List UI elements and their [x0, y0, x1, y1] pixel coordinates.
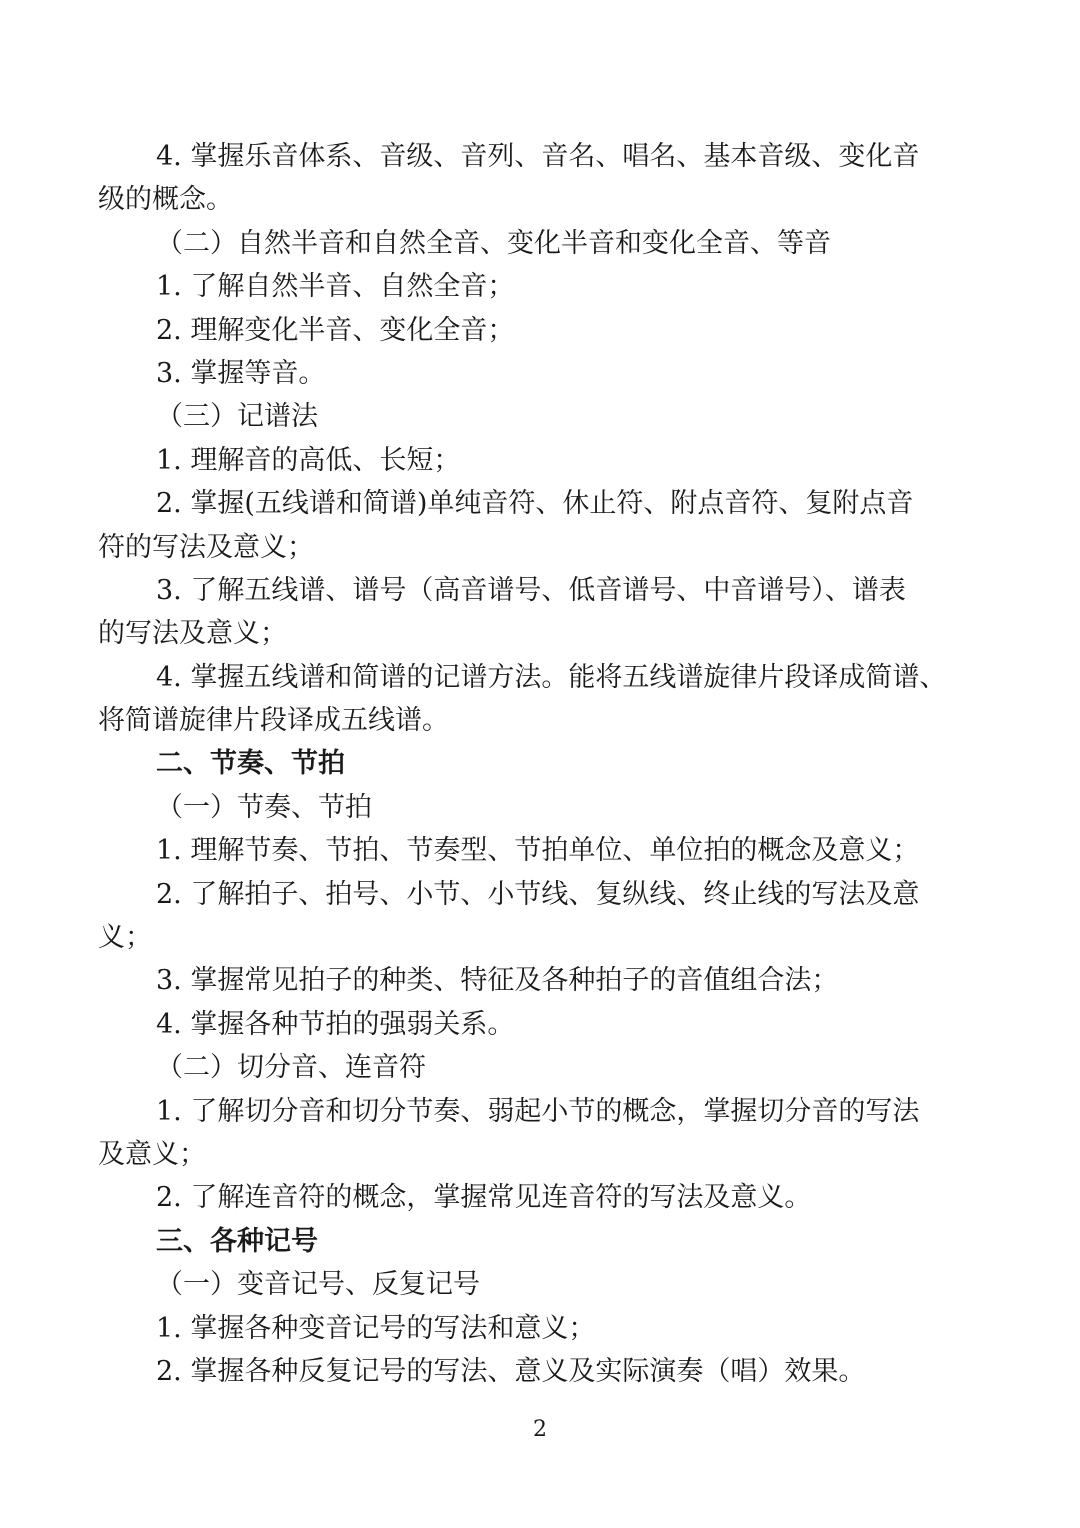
- list-item: 4. 掌握各种节拍的强弱关系。: [156, 1008, 515, 1040]
- list-item: 1. 了解自然半音、自然全音；: [156, 271, 515, 303]
- subsection-heading: （二）自然半音和自然全音、变化半音和变化全音、等音: [156, 227, 831, 259]
- list-item: 1. 掌握各种变音记号的写法和意义；: [156, 1312, 596, 1344]
- list-item: 1. 理解节奏、节拍、节奏型、节拍单位、单位拍的概念及意义；: [156, 835, 920, 867]
- list-item-continuation: 及意义；: [98, 1138, 206, 1170]
- document-body: [98, 135, 984, 1393]
- section-heading: 三、各种记号: [156, 1225, 318, 1257]
- list-item: 2. 掌握各种反复记号的写法、意义及实际演奏（唱）效果。: [156, 1355, 866, 1387]
- list-item: 2. 了解拍子、拍号、小节、小节线、复纵线、终止线的写法及意: [156, 878, 920, 910]
- list-item: 2. 了解连音符的概念，掌握常见连音符的写法及意义。: [156, 1182, 812, 1214]
- page-number: 2: [533, 1417, 547, 1442]
- list-item: 1. 了解切分音和切分节奏、弱起小节的概念，掌握切分音的写法: [156, 1095, 920, 1127]
- list-item-continuation: 将简谱旋律片段译成五线谱。: [98, 705, 449, 737]
- list-item: 3. 掌握常见拍子的种类、特征及各种拍子的音值组合法；: [156, 965, 839, 997]
- list-item-continuation: 级的概念。: [98, 184, 233, 216]
- list-item: 4. 掌握乐音体系、音级、音列、音名、唱名、基本音级、变化音: [156, 141, 920, 172]
- subsection-heading: （一）节奏、节拍: [156, 791, 372, 823]
- subsection-heading: （二）切分音、连音符: [156, 1052, 426, 1084]
- list-item-continuation: 的写法及意义；: [98, 618, 287, 650]
- list-item: 2. 掌握(五线谱和简谱)单纯音符、休止符、附点音符、复附点音: [156, 488, 914, 520]
- list-item: 4. 掌握五线谱和简谱的记谱方法。能将五线谱旋律片段译成简谱、: [156, 661, 947, 693]
- list-item-continuation: 符的写法及意义；: [98, 531, 314, 563]
- subsection-heading: （一）变音记号、反复记号: [156, 1269, 480, 1301]
- list-item: 1. 理解音的高低、长短；: [156, 444, 461, 476]
- list-item-continuation: 义；: [98, 922, 152, 954]
- list-item: 2. 理解变化半音、变化全音；: [156, 314, 515, 346]
- subsection-heading: （三）记谱法: [156, 401, 318, 433]
- list-item: 3. 了解五线谱、谱号（高音谱号、低音谱号、中音谱号）、谱表: [156, 574, 906, 606]
- list-item: 3. 掌握等音。: [156, 357, 326, 389]
- section-heading: 二、节奏、节拍: [156, 748, 345, 780]
